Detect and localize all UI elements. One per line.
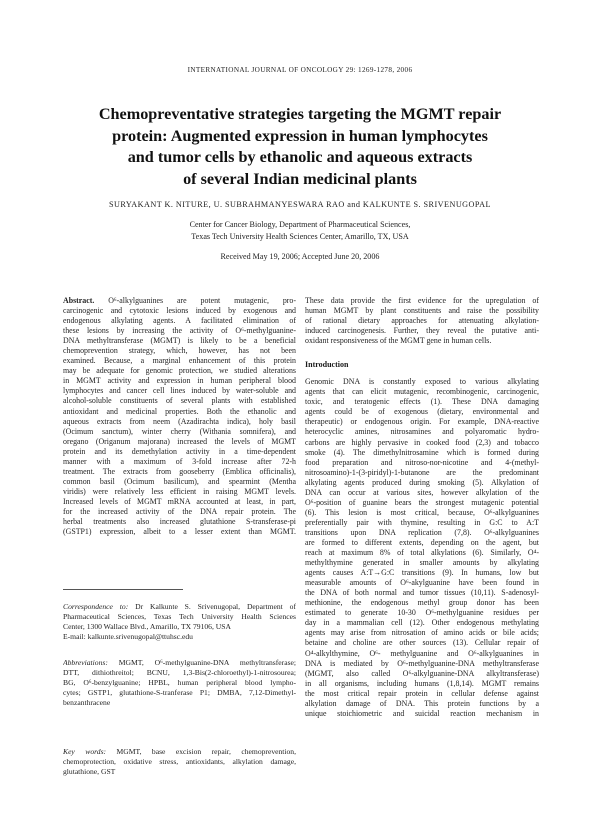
affiliation <box>0 219 600 242</box>
text-line: therapeutic) or endogenous origin. For example, DNA-reactive <box>305 417 539 427</box>
key-words-line: glutathione, GST <box>63 766 116 776</box>
text-line: These data provide the first evidence for the upregulation of <box>305 296 539 305</box>
text-line: methylthymine generated in smaller amounts by alkylating <box>305 558 539 568</box>
journal-header: INTERNATIONAL JOURNAL OF ONCOLOGY 29: 1269-1278, 2006 <box>187 66 413 74</box>
abstract-line: these lesions by increasing the activity of O⁶-methylguanine- <box>63 326 296 336</box>
text-line: nitrosoamino)-1-(3-piridyl)-1-butanone are the predominant <box>305 467 539 477</box>
section-heading-introduction: Introduction <box>305 360 349 370</box>
introduction-text <box>305 377 539 719</box>
text-line: alkylation damage of DNA. This protein functions by a <box>305 698 539 708</box>
key-words-note <box>63 747 296 777</box>
text-line: oxidant responsiveness of the MGMT gene in human cells. <box>305 336 492 346</box>
text-line: induced carcinogenesis. Further, they reveal the putative anti- <box>305 326 539 336</box>
abstract-line: protein and its demethylation activity in a time-dependent <box>63 446 296 456</box>
abbreviations-line: benzanthracene <box>63 697 111 707</box>
abstract <box>63 296 296 537</box>
text-line: agents could be of exogenous (dietary, environmental and <box>305 407 539 417</box>
title-line: of several Indian medicinal plants <box>183 169 417 188</box>
abstract-line: for the increased activity of the DNA repair protein. The <box>63 506 296 516</box>
abstract-line: endogenous alkylating agents. A facilitated elimination of <box>63 316 296 326</box>
abstract-line: DNA methyltransferase (MGMT) is likely to be a beneficial <box>63 336 296 346</box>
text-line: heterocyclic amines, nitrosamines and polyaromatic hydro- <box>305 427 539 437</box>
abstract-line: oregano (Origanum majorana) increased the levels of MGMT <box>63 436 296 446</box>
text-line: toxic, and teratogenic effects (1). These DNA damaging <box>305 397 539 407</box>
text-line: O⁶-position of guanine bears the strongest mutagenic potential <box>305 497 539 507</box>
abstract-line: may be adequate for genomic protection, we studied alterations <box>63 366 296 376</box>
affiliation-line: Center for Cancer Biology, Department of Pharmaceutical Sciences, <box>189 220 411 229</box>
abstract-line: manner with a maximum of 3-fold increase after 72-h <box>63 456 296 466</box>
abbreviations-line: cytes; GSTP1, glutathione-S-tranferase P1; DMBA, 7,12-Dimethyl- <box>63 687 296 697</box>
text-line: agents may arise from nitrosation of amino acids or bile acids; <box>305 628 539 638</box>
abstract-line: aqueous extracts from neem (Azadirachta indica), holy basil <box>63 416 296 426</box>
affiliation-line: Texas Tech University Health Sciences Center, Amarillo, TX, USA <box>191 231 409 241</box>
abbreviations-note <box>63 658 296 708</box>
abstract-line: carcinogenic and cytotoxic lesions induced by exogenous and <box>63 306 296 316</box>
text-line: agents causes A:T→G:C transitions (9). In humans, low but <box>305 568 539 578</box>
abstract-label: Abstract. <box>63 296 95 305</box>
text-line: food preparation and nitroso-nor-nicotine and 4-(methyl- <box>305 457 539 467</box>
text-line: agents that can elicit mutagenic, recombinogenic, carcinogenic, <box>305 387 539 397</box>
title-line: and tumor cells by ethanolic and aqueous extracts <box>127 148 473 166</box>
abstract-line: lymphocytes and cancer cell lines induced by water-soluble and <box>63 386 296 396</box>
text-line: transitions upon DNA replication (7,8). O⁶-alkylguanines <box>305 527 539 537</box>
abstract-line: (Ocimum sanctum), winter cherry (Withania somnifera), and <box>63 426 296 436</box>
received-dates: Received May 19, 2006; Accepted June 20, 2006 <box>220 252 380 261</box>
abstract-line: viridis) were relatively less efficient in raising MGMT levels. <box>63 486 296 496</box>
key-words-label: Key words: <box>63 747 107 756</box>
text-line: Genomic DNA is constantly exposed to various alkylating <box>305 377 539 387</box>
text-line: alkylating agents produced during smoking (5). Alkylation of <box>305 477 539 487</box>
article-title <box>60 104 540 190</box>
title-line: protein: Augmented expression in human lymphocytes <box>112 126 488 145</box>
text-line: measurable amounts of O⁶-akylguanine have been found in <box>305 578 539 588</box>
text-line: estimated to generate 10-30 O⁶-methylguanine residues per <box>305 608 539 618</box>
abstract-continuation <box>305 296 539 346</box>
correspondence-line: Center, 1300 Wallace Blvd., Amarillo, TX 79106, USA <box>63 621 231 631</box>
abstract-line: in MGMT activity and expression in human peripheral blood <box>63 376 296 386</box>
text-line: (6). This lesion is most critical, because, O⁶-alkylguanines <box>305 507 539 517</box>
abbreviations-line <box>63 658 296 668</box>
abbreviations <box>63 658 296 708</box>
text-line: betaine and choline are other sources (13). Cellular repair of <box>305 638 539 648</box>
abstract-line: antioxidant and medicinal properties. Both the ethanolic and <box>63 406 296 416</box>
text-line: carbons are highly pervasive in cooked food (2,3) and tobacco <box>305 437 539 447</box>
abbreviations-line: BG, O⁶-benzylguanine; HPBL, human peripheral blood lympho- <box>63 677 296 687</box>
key-words-first-line: MGMT, base excision repair, chemoprevention, <box>106 747 296 756</box>
abbreviations-label: Abbreviations: <box>63 658 108 667</box>
text-line: O⁴-alkylthymine, O⁶- methylguanine and O⁶-alkylguanines in <box>305 648 539 658</box>
correspondence-line: Pharmaceutical Sciences, Texas Tech University Health Sciences <box>63 611 296 621</box>
text-line: in all organisms, including humans (1,8,14). MGMT remains <box>305 678 539 688</box>
correspondence-label: Correspondence to: <box>63 602 129 611</box>
right-column <box>305 296 539 719</box>
text-line: are formed to different extents, depending on the agent, but <box>305 537 539 547</box>
text-line: the most critical repair protein in cellular defense against <box>305 688 539 698</box>
correspondence-note <box>63 602 296 642</box>
correspondence-first-line: Dr Kalkunte S. Srivenugopal, Department of <box>128 602 296 611</box>
text-line: smoke (4). The dimethylnitrosamine which is formed during <box>305 447 539 457</box>
text-line: methionine, the endogenous methyl group donor has been <box>305 598 539 608</box>
correspondence <box>63 602 296 642</box>
abstract-line: treatment. The extracts from gooseberry (Emblica officinalis), <box>63 466 296 476</box>
text-line: day in a mammalian cell (12). Other endogenous methylating <box>305 618 539 628</box>
text-line: (MGMT, also called O⁶-alkylguanine-DNA alkyltransferase) <box>305 668 539 678</box>
left-column <box>63 296 296 537</box>
correspondence-line <box>63 602 296 612</box>
footnote-divider <box>63 589 183 590</box>
author-list: SURYAKANT K. NITURE, U. SUBRAHMANYESWARA RAO and KALKUNTE S. SRIVENUGOPAL <box>109 200 491 209</box>
text-line: of rational dietary approaches for attenuating alkylation- <box>305 316 539 326</box>
abstract-line: Increased levels of MGMT mRNA accounted at least, in part, <box>63 496 296 506</box>
abstract-line: (GSTP1) expression, albeit to a lesser extent than MGMT. <box>63 527 296 537</box>
text-line: human MGMT by plant constituents and raise the possibility <box>305 306 539 316</box>
abstract-line: examined. Because, a marginal enhancement of this protein <box>63 356 296 366</box>
text-line: DNA can occur at various sites, however alkylation of the <box>305 487 539 497</box>
key-words-line: chemoprotection, oxidative stress, antioxidants, alkylation damage, <box>63 756 296 766</box>
abstract-line: chemoprevention strategy, which, however, has not been <box>63 346 296 356</box>
abbreviations-first-line: MGMT, O⁶-methylguanine-DNA methyltransferase; <box>107 658 296 667</box>
text-line: unique stoichiometric and suicidal reaction mechanism in <box>305 708 539 718</box>
title-line: Chemopreventative strategies targeting the MGMT repair <box>98 105 502 123</box>
abstract-line: alcohol-soluble constituents of several plants with established <box>63 396 296 406</box>
text-line: DNA is mediated by O⁶-methylguanine-DNA methyltransferase <box>305 658 539 668</box>
abbreviations-line: DTT, dithiothreitol; BCNU, 1,3-Bis(2-chloroethyl)-1-nitrosourea; <box>63 667 296 677</box>
abstract-line <box>63 296 296 306</box>
text-line: preferentially pair with thymine, resulting in G:C to A:T <box>305 517 539 527</box>
abstract-line: herbal treatments also increased glutathione S-transferase-pi <box>63 517 296 527</box>
text-line: reach at maximum 8% of total alkylations (6). Similarly, O⁴- <box>305 548 539 558</box>
key-words-line <box>63 747 296 757</box>
abstract-line: common basil (Ocimum basilicum), and spearmint (Mentha <box>63 476 296 486</box>
correspondence-email[interactable]: E-mail: kalkunte.srivenugopal@ttuhsc.edu <box>63 631 193 641</box>
text-line: the DNA of both normal and tumor tissues (10,11). S-adenosyl- <box>305 588 539 598</box>
abstract-first-line: O⁶-alkylguanines are potent mutagenic, pro- <box>94 296 296 305</box>
key-words <box>63 747 296 777</box>
